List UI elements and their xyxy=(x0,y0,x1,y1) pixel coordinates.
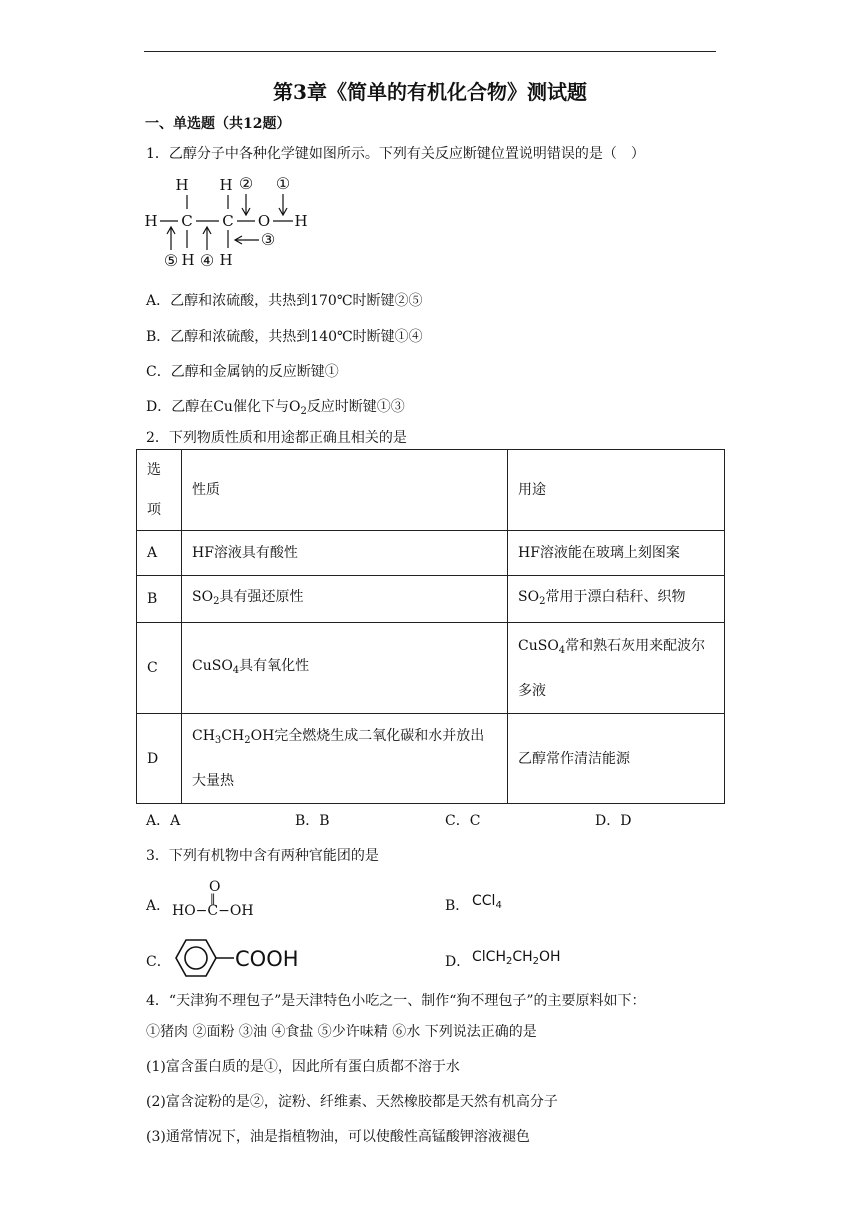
row-option: D xyxy=(137,714,182,804)
carboxyl-group: COOH xyxy=(235,947,299,971)
q3-stem: 3．下列有机物中含有两种官能团的是 xyxy=(146,848,379,864)
table-row xyxy=(137,623,725,714)
q2-choice-b[interactable]: B．B xyxy=(295,813,330,829)
row-property: $SO_2$具有强还原性 xyxy=(182,576,508,623)
q4-materials: ①猪肉 ②面粉 ③油 ④食盐 ⑤少许味精 ⑥水 下列说法正确的是 xyxy=(146,1024,537,1040)
q2-choice-a[interactable]: A．A xyxy=(146,813,181,829)
header-use: 用途 xyxy=(508,450,725,531)
q2-table xyxy=(136,449,725,804)
q2-choice-c[interactable]: C．C xyxy=(445,813,481,829)
q3-option-a-formula: O ‖ HO−C−OH xyxy=(172,879,254,919)
atom-c2: C xyxy=(222,212,234,230)
bond-label-5: ⑤ xyxy=(163,251,179,270)
bond-label-1: ① xyxy=(275,174,291,193)
table-row xyxy=(137,531,725,576)
row-use: 乙醇常作清洁能源 xyxy=(508,714,725,804)
row-use: CuSO$_4$常和熟石灰用来配波尔 多液 xyxy=(508,623,725,714)
q3-option-d-label[interactable]: D． xyxy=(445,954,471,970)
q3-option-b-formula: CCl$_4$ xyxy=(472,893,502,911)
bond-label-2: ② xyxy=(238,174,254,193)
row-property: CuSO$_4$具有氧化性 xyxy=(182,623,508,714)
bond-label-3: ③ xyxy=(260,230,276,249)
q3-option-c-label[interactable]: C． xyxy=(146,954,171,970)
row-option: C xyxy=(137,623,182,714)
q4-statement-2: (2)富含淀粉的是②，淀粉、纤维素、天然橡胶都是天然有机高分子 xyxy=(146,1094,558,1110)
bond-label-4: ④ xyxy=(199,251,215,270)
benzoic-acid-structure xyxy=(168,937,308,981)
atom-h-bottom-left: H xyxy=(181,251,195,269)
atom-c1: C xyxy=(181,212,193,230)
q4-stem: 4．“天津狗不理包子”是天津特色小吃之一、制作“狗不理包子”的主要原料如下： xyxy=(146,993,646,1009)
q1-option-a[interactable]: A．乙醇和浓硫酸，共热到170℃时断键②⑤ xyxy=(146,293,423,309)
atom-h-hydroxyl: H xyxy=(294,212,308,230)
q3-option-b-label[interactable]: B． xyxy=(445,898,470,914)
q3-option-d-formula: $ClCH_2CH_2OH$ xyxy=(472,949,561,967)
q2-stem: 2．下列物质性质和用途都正确且相关的是 xyxy=(146,430,407,446)
header-option: 选 项 xyxy=(137,450,182,531)
row-use: $SO_2$常用于漂白秸秆、织物 xyxy=(508,576,725,623)
page-title: 第3章《简单的有机化合物》测试题 xyxy=(273,80,587,104)
q1-option-d[interactable]: D．乙醇在Cu催化下与$O_2$反应时断键①③ xyxy=(146,399,405,417)
atom-o: O xyxy=(257,212,271,230)
atom-h-top-left: H xyxy=(175,176,189,194)
section-heading: 一、单选题（共12题） xyxy=(145,116,291,132)
q2-choice-d[interactable]: D．D xyxy=(595,813,632,829)
q1-stem: 1．乙醇分子中各种化学键如图所示。下列有关反应断键位置说明错误的是（ ） xyxy=(146,146,645,162)
row-property: HF溶液具有酸性 xyxy=(182,531,508,576)
q1-option-c[interactable]: C．乙醇和金属钠的反应断键① xyxy=(146,364,339,380)
atom-h-top-right: H xyxy=(219,176,233,194)
q1-option-b[interactable]: B．乙醇和浓硫酸，共热到140℃时断键①④ xyxy=(146,329,423,345)
row-option: B xyxy=(137,576,182,623)
table-row xyxy=(137,714,725,804)
atom-h-left: H xyxy=(144,212,158,230)
row-property: $CH_3CH_2OH$完全燃烧生成二氧化碳和水并放出 大量热 xyxy=(182,714,508,804)
q3-option-a-label[interactable]: A． xyxy=(146,898,171,914)
row-use: HF溶液能在玻璃上刻图案 xyxy=(508,531,725,576)
table-row xyxy=(137,576,725,623)
q4-statement-3: (3)通常情况下，油是指植物油，可以使酸性高锰酸钾溶液褪色 xyxy=(146,1129,530,1145)
row-option: A xyxy=(137,531,182,576)
q4-statement-1: (1)富含蛋白质的是①，因此所有蛋白质都不溶于水 xyxy=(146,1059,460,1075)
atom-h-bottom-right: H xyxy=(219,251,233,269)
ethanol-bond-diagram xyxy=(138,170,318,272)
header-property: 性质 xyxy=(182,450,508,531)
header-rule xyxy=(144,51,716,52)
table-row xyxy=(137,450,725,531)
